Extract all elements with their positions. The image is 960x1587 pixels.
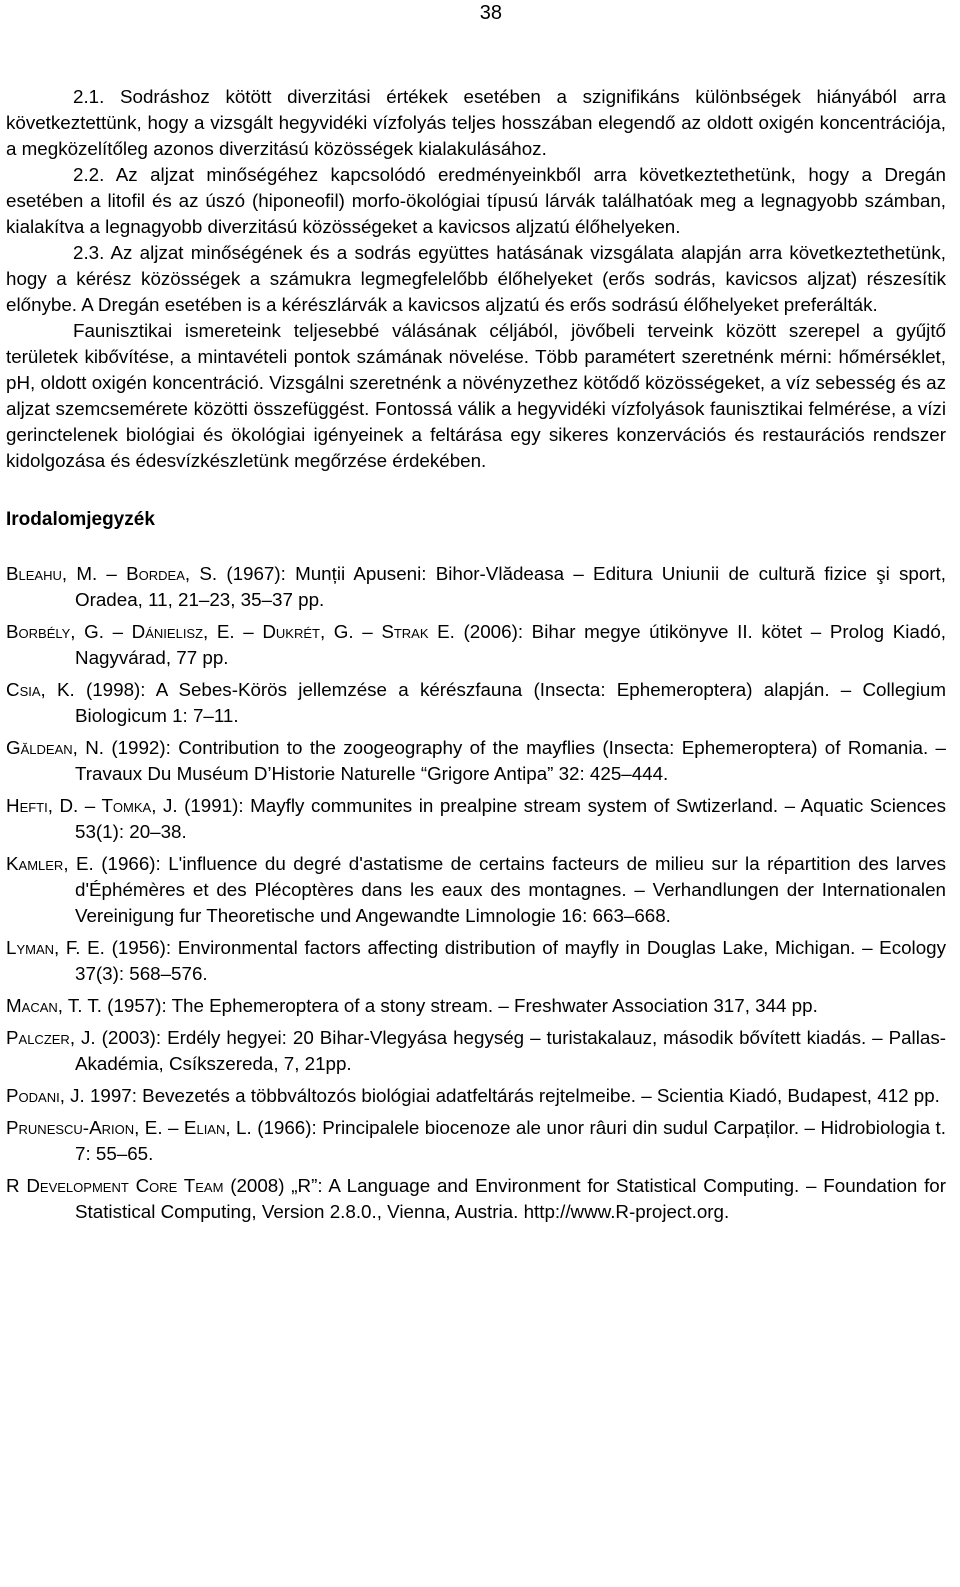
reference-text: 1997: Bevezetés a többváltozós biológiai adatfeltárás rejtelmeibe. – Scientia Kiadó, Budapest, 412 pp. — [84, 1085, 940, 1106]
reference-text: (1991): Mayfly communites in prealpine stream system of Swtizerland. – Aquatic Sciences 53(1): 20–38. — [75, 795, 946, 842]
reference-authors: Csia, K. — [6, 679, 75, 700]
paragraph-conclusion-2-1: 2.1. Sodráshoz kötött diverzitási értékek esetében a szignifikáns különbségek hiányából arra következtettünk, hogy a vizsgált hegyvidéki vízfolyás teljes hosszában elegendő az oldott oxigén koncentrációja, a megközelítőleg azonos diverzitású közösségek kialakulásához. — [6, 86, 946, 159]
reference-authors: Lyman, F. E. — [6, 937, 105, 958]
reference-item — [6, 619, 946, 671]
reference-text: (1957): The Ephemeroptera of a stony stream. – Freshwater Association 317, 344 pp. — [101, 995, 818, 1016]
reference-item — [6, 851, 946, 929]
reference-text: (2003): Erdély hegyei: 20 Bihar-Vlegyása hegység – turistakalauz, második bővített kiadás. – Pallas-Akadémia, Csíkszereda, 7, 21pp. — [75, 1027, 946, 1074]
reference-authors: Podani, J. — [6, 1085, 85, 1106]
reference-item — [6, 1025, 946, 1077]
reference-item — [6, 677, 946, 729]
reference-authors: Găldean, N. — [6, 737, 104, 758]
reference-item — [6, 1115, 946, 1167]
reference-authors: Borbély, G. – Dánielisz, E. – Dukrét, G. – Strak E. — [6, 621, 455, 642]
reference-item — [6, 993, 946, 1019]
reference-text: (1998): A Sebes-Körös jellemzése a kérészfauna (Insecta: Ephemeroptera) alapján. – Collegium Biologicum 1: 7–11. — [74, 679, 946, 726]
reference-authors: Hefti, D. – Tomka, J. — [6, 795, 178, 816]
page-number: 38 — [479, 2, 502, 24]
reference-authors: Bleahu, M. – Bordea, S. — [6, 563, 218, 584]
references-heading: Irodalomjegyzék — [6, 509, 155, 530]
reference-item — [6, 1083, 946, 1109]
reference-text: (1967): Munții Apuseni: Bihor-Vlădeasa – Editura Uniunii de cultură fizice şi sport, Oradea, 11, 21–23, 35–37 pp. — [75, 563, 946, 610]
reference-item — [6, 735, 946, 787]
reference-list — [6, 561, 946, 1225]
reference-text: (1966): L'influence du degré d'astatisme de certains facteurs de milieu sur la répartition des larves d'Éphémères et des Plécoptères dans les eaux des montagnes. – Verhandlungen der Internationalen Vereinigung fur Theoretische und Angewandte Limnologie 16: 663–668. — [75, 853, 946, 926]
page-content — [6, 84, 946, 1231]
reference-text: (2006): Bihar megye útikönyve II. kötet – Prolog Kiadó, Nagyvárad, 77 pp. — [75, 621, 946, 668]
reference-text: (2008) „R”: A Language and Environment for Statistical Computing. – Foundation for Statistical Computing, Version 2.8.0., Vienna, Austria. http://www.R-project.org. — [75, 1175, 946, 1222]
reference-text: (1992): Contribution to the zoogeography of the mayflies (Insecta: Ephemeroptera) of Romania. – Travaux Du Muséum D’Historie Naturelle “Grigore Antipa” 32: 425–444. — [75, 737, 946, 784]
reference-authors: R Development Core Team — [6, 1175, 224, 1196]
reference-authors: Prunescu-Arion, E. – Elian, L. — [6, 1117, 252, 1138]
reference-authors: Kamler, E. — [6, 853, 94, 874]
paragraph-conclusion-2-3: 2.3. Az aljzat minőségének és a sodrás együttes hatásának vizsgálata alapján arra következtethetünk, hogy a kérész közösségek a számukra legmegfelelőbb élőhelyeket (erős sodrás, kavicsos aljzat) részesítik előnybe. A Dregán esetében is a kérészlárvák a kavicsos aljzatú és erős sodrású élőhelyeket preferálták. — [6, 242, 946, 315]
reference-item — [6, 1173, 946, 1225]
reference-authors: Macan, T. T. — [6, 995, 102, 1016]
reference-item — [6, 793, 946, 845]
paragraph-conclusion-2-2: 2.2. Az aljzat minőségéhez kapcsolódó eredményeinkből arra következtethetünk, hogy a Dregán esetében a litofil és az úszó (hiponeofil) morfo-ökológiai típusú lárvák találhatóak meg a legnagyobb számban, kialakítva a legnagyobb diverzitású közösségeket a kavicsos aljzatú élőhelyeken. — [6, 164, 946, 237]
reference-item — [6, 561, 946, 613]
reference-text: (1956): Environmental factors affecting distribution of mayfly in Douglas Lake, Michigan. – Ecology 37(3): 568–576. — [75, 937, 946, 984]
reference-item — [6, 935, 946, 987]
reference-text: (1966): Principalele biocenoze ale unor râuri din sudul Carpaților. – Hidrobiologia t. 7: 55–65. — [75, 1117, 946, 1164]
reference-authors: Palczer, J. — [6, 1027, 96, 1048]
paragraph-future-plans: Faunisztikai ismereteink teljesebbé válásának céljából, jövőbeli terveink között szerepel a gyűjtő területek kibővítése, a mintavételi pontok számának növelése. Több paramétert szeretnénk mérni: hőmérséklet, pH, oldott oxigén koncentráció. Vizsgálni szeretnénk a növényzethez kötődő közösségeket, a víz sebesség és az aljzat szemcsemérete közötti összefüggést. Fontossá válik a hegyvidéki vízfolyások faunisztikai felmérése, a vízi gerinctelenek biológiai és ökológiai igényeinek a feltárása egy sikeres konzervációs és restaurációs rendszer kidolgozása és édesvízkészletünk megőrzése érdekében. — [6, 320, 946, 471]
